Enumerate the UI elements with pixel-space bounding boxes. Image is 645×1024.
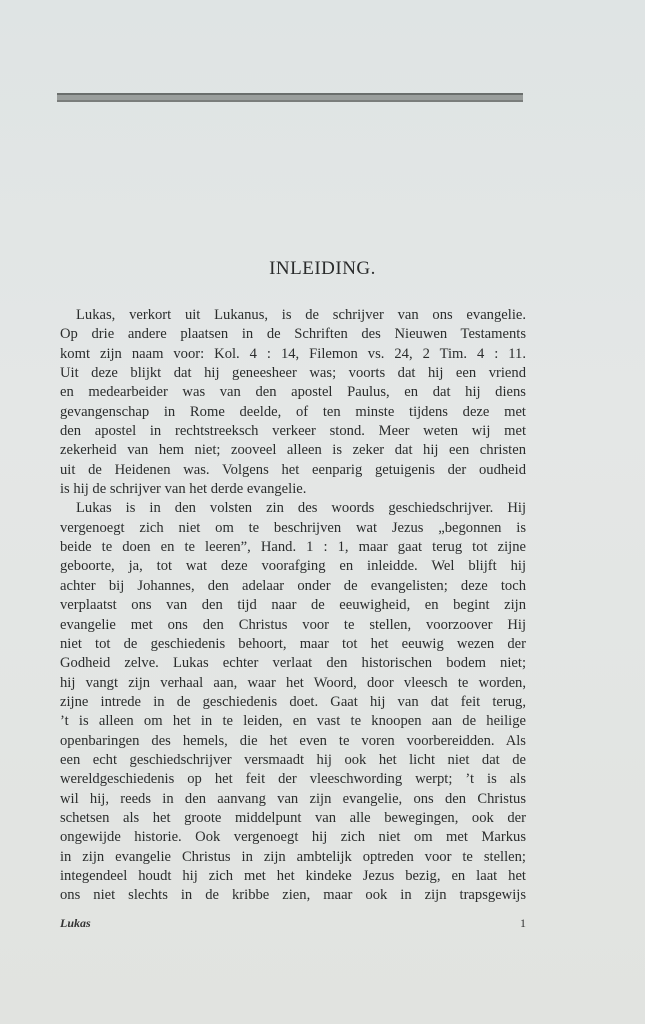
text-line: ons niet slechts in de kribbe zien, maar ook in zijn trapsgewijs — [60, 887, 526, 904]
text-line: Godheid zelve. Lukas echter verlaat den historischen bodem niet; — [60, 655, 526, 672]
text-line: evangelie met ons den Christus voor te stellen, voorzoover Hij — [60, 616, 526, 633]
text-line: Lukas is in den volsten zin des woords geschiedschrijver. Hij — [76, 500, 526, 517]
text-line: in zijn evangelie Christus in zijn ambtelijk optreden voor te stellen; — [60, 848, 526, 865]
body-text — [60, 306, 526, 906]
text-line: geboorte, ja, tot wat deze voorafging en inleidde. Wel blijft hij — [60, 558, 526, 575]
text-line: hij vangt zijn verhaal aan, waar het Woord, door vleesch te worden, — [60, 674, 526, 691]
text-line: ’t is alleen om het in te leiden, en vast te knoopen aan de heilige — [60, 713, 526, 730]
text-line: ongewijde historie. Ook vergenoegt hij zich niet om met Markus — [60, 829, 526, 846]
text-line: niet tot de geschiedenis behoort, maar tot het eeuwig wezen der — [60, 635, 526, 652]
page-title: INLEIDING. — [269, 258, 376, 279]
text-line: vergenoegt zich niet om te beschrijven wat Jezus „begonnen is — [60, 519, 526, 536]
text-line: een echt geschiedschrijver versmaadt hij ook het licht niet dat de — [60, 751, 526, 768]
text-line: Uit deze blijkt dat hij geneesheer was; voorts dat hij een vriend — [60, 365, 526, 382]
text-line: Op drie andere plaatsen in de Schriften des Nieuwen Testaments — [60, 326, 526, 343]
text-line: openbaringen des hemels, die het even te voren voorbereidden. Als — [60, 732, 526, 749]
text-line: wil hij, reeds in den aanvang van zijn evangelie, ons den Christus — [60, 790, 526, 807]
text-line: wereldgeschiedenis op het feit der vleeschwording werpt; ’t is als — [60, 771, 526, 788]
text-line: integendeel houdt hij zich met het kindeke Jezus bezig, en laat het — [60, 867, 526, 884]
text-line: verplaatst ons van den tijd naar de eeuwigheid, en begint zijn — [60, 597, 526, 614]
text-line: zijne intrede in de geschiedenis doet. Gaat hij van dat feit terug, — [60, 693, 526, 710]
text-line: Lukas, verkort uit Lukanus, is de schrijver van ons evangelie. — [76, 307, 526, 323]
text-line: is hij de schrijver van het derde evangelie. — [60, 481, 307, 498]
text-line: schetsen als het groote middelpunt van alle bewegingen, ook der — [60, 809, 526, 826]
text-line: gevangenschap in Rome deelde, of ten minste tijdens deze met — [60, 403, 526, 420]
page-number: 1 — [520, 916, 526, 930]
header-rule — [57, 93, 523, 102]
text-line: uit de Heidenen was. Volgens het eenparig getuigenis der oudheid — [60, 461, 526, 478]
text-line: den apostel in rechtstreeksch verkeer stond. Meer weten wij met — [60, 423, 526, 440]
text-line: beide te doen en te leeren”, Hand. 1 : 1, maar gaat terug tot zijne — [60, 539, 526, 556]
running-footer: Lukas — [60, 916, 91, 930]
text-line: zekerheid van hem niet; zooveel alleen is zeker dat hij een christen — [60, 442, 526, 459]
text-line: achter bij Johannes, den adelaar onder de evangelisten; deze toch — [60, 577, 526, 594]
text-line: komt zijn naam voor: Kol. 4 : 14, Filemon vs. 24, 2 Tim. 4 : 11. — [60, 345, 526, 362]
text-line: en medearbeider was van den apostel Paulus, en dat hij diens — [60, 384, 526, 401]
